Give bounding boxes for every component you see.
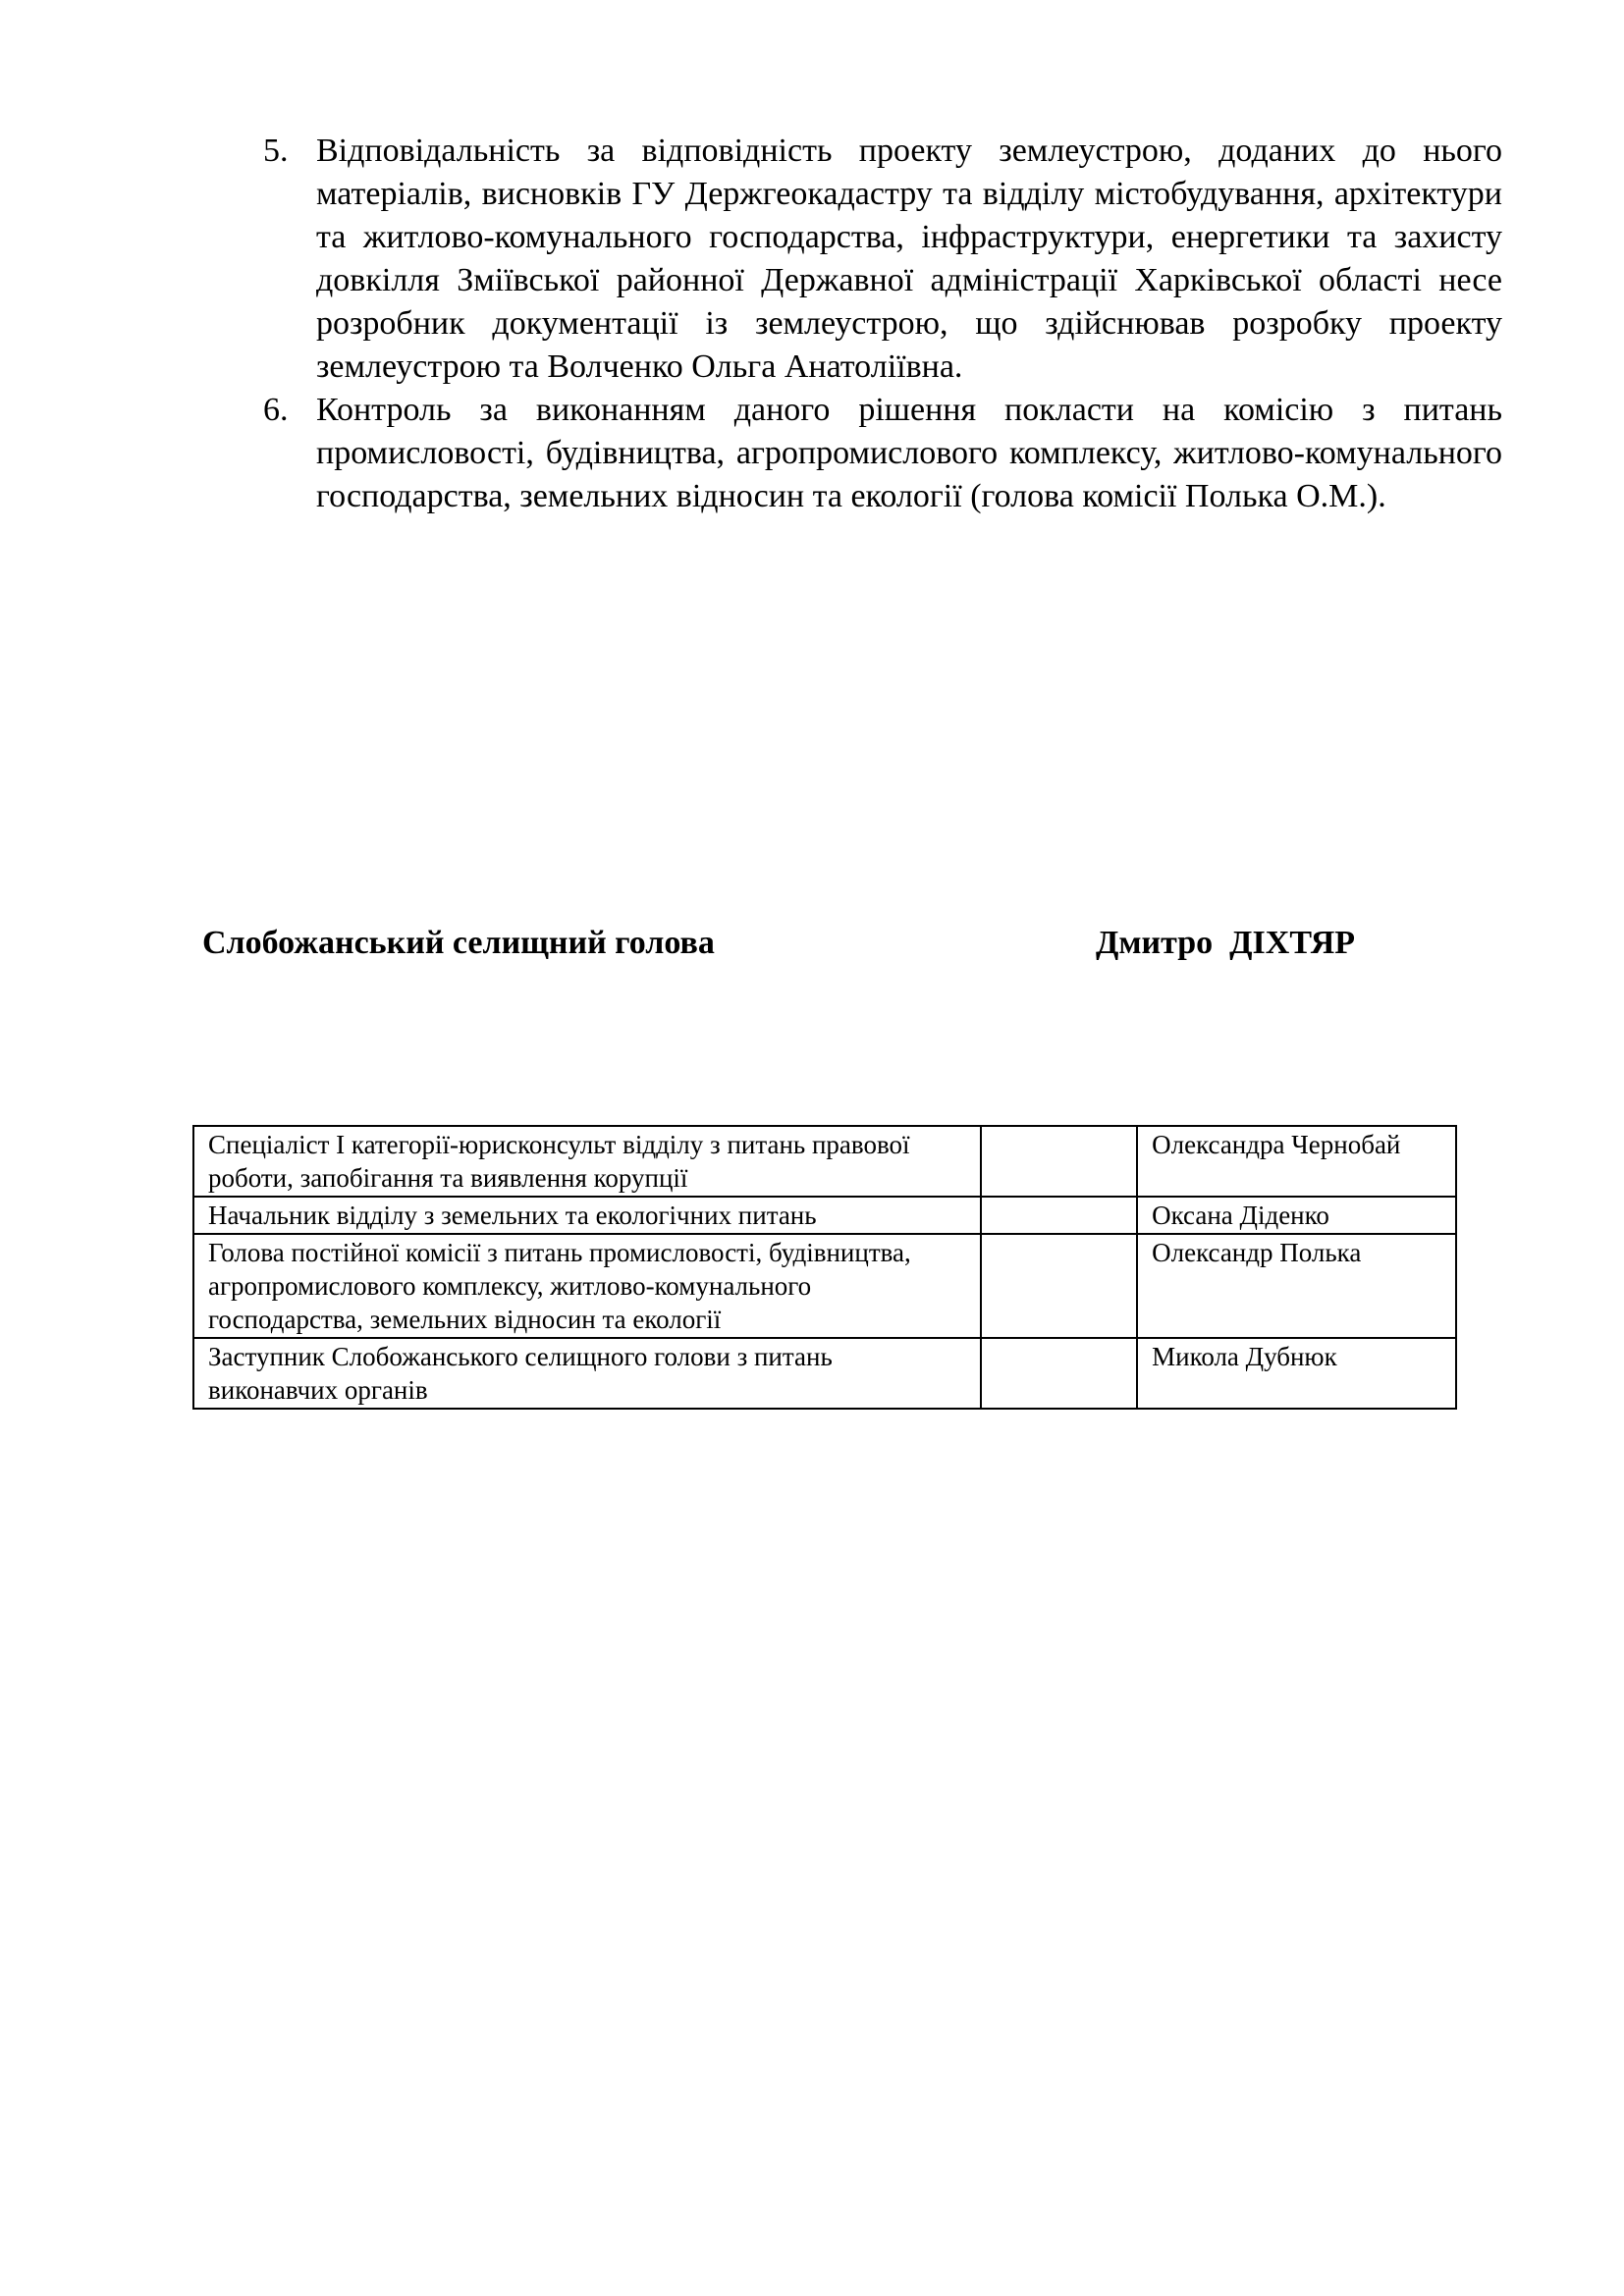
table-row bbox=[193, 1197, 1456, 1234]
signature-cell bbox=[981, 1234, 1137, 1338]
item-number: 6. bbox=[263, 392, 289, 428]
name-cell: Оксана Діденко bbox=[1137, 1197, 1456, 1234]
signatory-name: Дмитро ДІХТЯР bbox=[1096, 925, 1356, 961]
decision-item bbox=[263, 130, 1502, 389]
item-text: Контроль за виконанням даного рішення покласти на комісію з питань промисловості, будівництва, агропромислового комплексу, житлово-комунального господарства, земельних відносин та екології (голова комісії Полька О.М.). bbox=[316, 392, 1502, 514]
signature-cell bbox=[981, 1338, 1137, 1409]
approval-table bbox=[192, 1125, 1457, 1410]
position-cell: Спеціаліст І категорії-юрисконсульт відділу з питань правової роботи, запобігання та виявлення корупції bbox=[193, 1126, 981, 1197]
position-cell: Заступник Слобожанського селищного голови з питань виконавчих органів bbox=[193, 1338, 981, 1409]
item-text: Відповідальність за відповідність проекту землеустрою, доданих до нього матеріалів, висновків ГУ Держгеокадастру та відділу містобудування, архітектури та житлово-комунального господарства, інфраструктури, енергетики та захисту довкілля Зміївської районної Державної адміністрації Харківської області несе розробник документації із землеустрою, що здійснював розробку проекту землеустрою та Волченко Ольга Анатоліївна. bbox=[316, 133, 1502, 385]
decision-items-list bbox=[263, 130, 1502, 518]
signature-cell bbox=[981, 1197, 1137, 1234]
signature-block bbox=[202, 925, 1479, 974]
table-row bbox=[193, 1234, 1456, 1338]
position-cell: Начальник відділу з земельних та екологічних питань bbox=[193, 1197, 981, 1234]
table-row bbox=[193, 1126, 1456, 1197]
name-cell: Микола Дубнюк bbox=[1137, 1338, 1456, 1409]
position-cell: Голова постійної комісії з питань промисловості, будівництва, агропромислового комплексу, житлово-комунального господарства, земельних відносин та екології bbox=[193, 1234, 981, 1338]
item-number: 5. bbox=[263, 133, 289, 169]
signature-cell bbox=[981, 1126, 1137, 1197]
name-cell: Олександр Полька bbox=[1137, 1234, 1456, 1338]
decision-item bbox=[263, 389, 1502, 518]
table-row bbox=[193, 1338, 1456, 1409]
name-cell: Олександра Чернобай bbox=[1137, 1126, 1456, 1197]
signatory-title: Слобожанський селищний голова bbox=[202, 925, 715, 961]
